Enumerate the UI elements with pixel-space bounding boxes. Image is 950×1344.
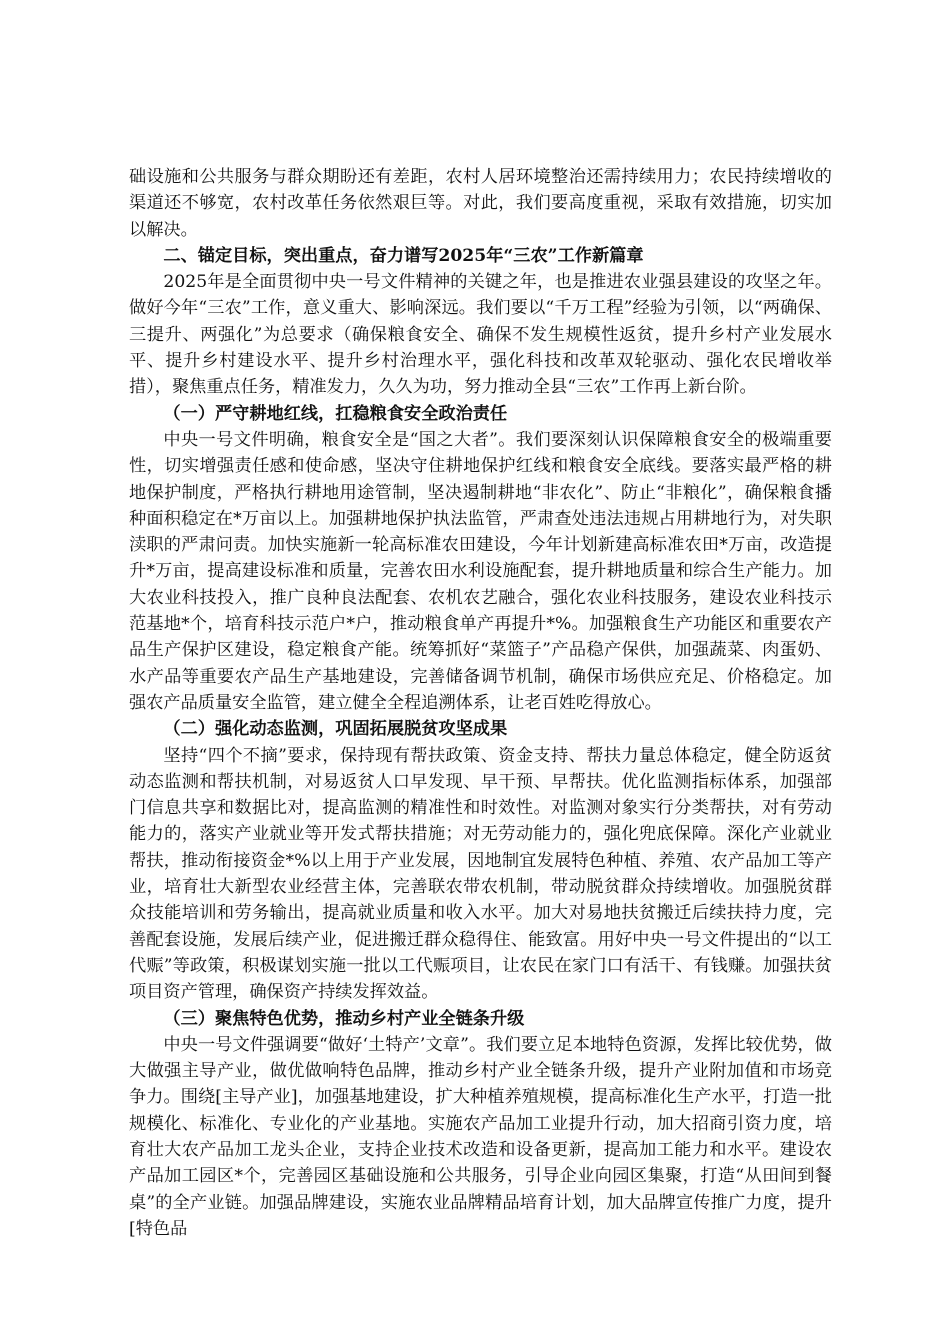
body-paragraph-4: 坚持“四个不摘”要求，保持现有帮扶政策、资金支持、帮扶力量总体稳定，健全防返贫动态监测和帮扶机制，对易返贫人口早发现、早干预、早帮扶。优化监测指标体系，加强部门信息共享和数据比对，提高监测的精准性和时效性。对监测对象实行分类帮扶，对有劳动能力的，落实产业就业等开发式帮扶措施；对无劳动能力的，强化兜底保障。深化产业就业帮扶，推动衔接资金*%以上用于产业发展，因地制宜发展特色种植、养殖、农产品加工等产业，培育壮大新型农业经营主体，完善联农带农机制，带动脱贫群众持续增收。加强脱贫群众技能培训和劳务输出，提高就业质量和收入水平。加大对易地扶贫搬迁后续扶持力度，完善配套设施，发展后续产业，促进搬迁群众稳得住、能致富。用好中央一号文件提出的“以工代赈”等政策，积极谋划实施一批以工代赈项目，让农民在家门口有活干、有钱赚。加强扶贫项目资产管理，确保资产持续发挥效益。 xyxy=(129,745,832,1003)
body-paragraph-5: 中央一号文件强调要“做好‘土特产’文章”。我们要立足本地特色资源，发挥比较优势，做大做强主导产业，做优做响特色品牌，推动乡村产业全链条升级，提升产业附加值和市场竞争力。围绕[主导产业]，加强基地建设，扩大种植养殖规模，提高标准化生产水平，打造一批规模化、标准化、专业化的产业基地。实施农产品加工业提升行动，加大招商引资力度，培育壮大农产品加工龙头企业，支持企业技术改造和设备更新，提高加工能力和水平。建设农产品加工园区*个，完善园区基础设施和公共服务，引导企业向园区集聚，打造“从田间到餐桌”的全产业链。加强品牌建设，实施农业品牌精品培育计划，加大品牌宣传推广力度，提升[特色品 xyxy=(129,1034,832,1239)
subsection-heading-3: （三）聚焦特色优势，推动乡村产业全链条升级 xyxy=(163,1008,525,1029)
document-page xyxy=(129,164,832,1242)
body-paragraph-1: 础设施和公共服务与群众期盼还有差距，农村人居环境整治还需持续用力；农民持续增收的渠道还不够宽，农村改革任务依然艰巨等。对此，我们要高度重视，采取有效措施，切实加以解决。 xyxy=(129,167,832,240)
subsection-heading-1: （一）严守耕地红线，扛稳粮食安全政治责任 xyxy=(163,403,508,424)
section-heading-2: 二、锚定目标，突出重点，奋力谱写2025年“三农”工作新篇章 xyxy=(163,245,644,266)
subsection-heading-2: （二）强化动态监测，巩固拓展脱贫攻坚成果 xyxy=(163,719,508,740)
body-paragraph-2: 2025年是全面贯彻中央一号文件精神的关键之年，也是推进农业强县建设的攻坚之年。做好今年“三农”工作，意义重大、影响深远。我们要以“千万工程”经验为引领，以“两确保、三提升、两强化”为总要求（确保粮食安全、确保不发生规模性返贫，提升乡村产业发展水平、提升乡村建设水平、提升乡村治理水平，强化科技和改革双轮驱动、强化农民增收举措），聚焦重点任务，精准发力，久久为功，努力推动全县“三农”工作再上新台阶。 xyxy=(129,272,832,398)
body-paragraph-3: 中央一号文件明确，粮食安全是“国之大者”。我们要深刻认识保障粮食安全的极端重要性，切实增强责任感和使命感，坚决守住耕地保护红线和粮食安全底线。要落实最严格的耕地保护制度，严格执行耕地用途管制，坚决遏制耕地“非农化”、防止“非粮化”，确保粮食播种面积稳定在*万亩以上。加强耕地保护执法监管，严肃查处违法违规占用耕地行为，对失职渎职的严肃问责。加快实施新一轮高标准农田建设，今年计划新建高标准农田*万亩，改造提升*万亩，提高建设标准和质量，完善农田水利设施配套，提升耕地质量和综合生产能力。加大农业科技投入，推广良种良法配套、农机农艺融合，强化农业科技服务，建设农业科技示范基地*个，培育科技示范户*户，推动粮食单产再提升*%。加强粮食生产功能区和重要农产品生产保护区建设，稳定粮食产能。统筹抓好“菜篮子”产品稳产保供，加强蔬菜、肉蛋奶、水产品等重要农产品生产基地建设，完善储备调节机制，确保市场供应充足、价格稳定。加强农产品质量安全监管，建立健全全程追溯体系，让老百姓吃得放心。 xyxy=(129,429,832,713)
